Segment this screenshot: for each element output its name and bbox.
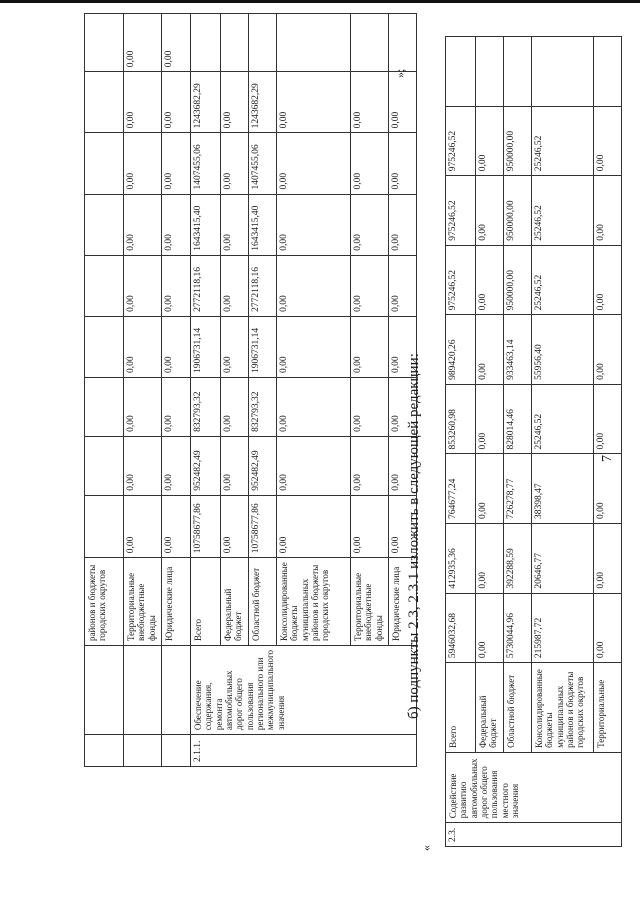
value-cell: 0,00 [594,593,622,663]
table-row [504,37,532,847]
value-cell: 1243682,29 [191,72,221,133]
value-cell: 0,00 [162,495,191,558]
item-number: 2.1.1. [191,735,417,767]
value-cell: 0,00 [162,133,191,194]
value-cell: 0,00 [162,194,191,255]
value-cell: 0,00 [351,436,389,495]
value-cell: 2772118,16 [249,255,277,316]
value-cell: 0,00 [389,377,417,436]
row-label: Всего [191,558,221,646]
value-cell: 950000,00 [504,176,532,246]
value-cell: 25246,52 [532,245,594,315]
value-cell: 0,00 [277,377,351,436]
row-label: Федеральный бюджет [221,558,249,646]
value-cell: 25246,52 [532,176,594,246]
row-label: Областной бюджет [249,558,277,646]
value-cell: 0,00 [351,72,389,133]
value-cell: 828014,46 [504,384,532,454]
row-label: Юридические лица [389,558,417,646]
value-cell: 853260,98 [446,384,476,454]
value-cell: 975246,52 [446,176,476,246]
value-cell: 0,00 [277,194,351,255]
value-cell: 0,00 [594,384,622,454]
value-cell: 989420,26 [446,315,476,385]
row-label: Федеральный бюджет [476,663,504,753]
value-cell: 0,00 [162,436,191,495]
value-cell: 0,00 [221,194,249,255]
value-cell: 0,00 [277,436,351,495]
table-row [476,37,504,847]
value-cell: 0,00 [124,316,162,377]
value-cell: 0,00 [389,316,417,377]
value-cell: 10758677,86 [191,495,221,558]
row-label: Всего [446,663,476,753]
table-row [191,14,221,767]
budget-table-2-3 [445,36,622,847]
value-cell: 0,00 [594,106,622,176]
value-cell: 832793,32 [249,377,277,436]
item-name: Обеспечение содержания, ремонта автомобильных дорог общего пользования регионального или межмуниципального значения [191,646,417,735]
value-cell: 0,00 [476,384,504,454]
value-cell: 726278,77 [504,454,532,524]
row-label: Областной бюджет [504,663,532,753]
row-label: Территориальные внебюджетные фонды [351,558,389,646]
value-cell: 0,00 [476,106,504,176]
table-row [162,14,191,767]
value-cell: 0,00 [389,495,417,558]
value-cell: 0,00 [476,245,504,315]
value-cell: 0,00 [476,176,504,246]
value-cell: 0,00 [162,255,191,316]
cell-empty [85,735,124,767]
opening-quote: « [419,845,433,851]
value-cell: 0,00 [221,436,249,495]
row-label: Консолидированные бюджеты муниципальных районов и бюджеты городских округов [277,558,351,646]
budget-table-2-1-1 [84,13,417,767]
row-label: Юридические лица [162,558,191,646]
value-cell: 1906731,14 [191,316,221,377]
value-cell: 0,00 [277,255,351,316]
value-cell: 0,00 [389,72,417,133]
value-cell: 950000,00 [504,106,532,176]
value-cell: 0,00 [221,316,249,377]
value-cell: 952482,49 [249,436,277,495]
value-cell: 0,00 [389,133,417,194]
value-cell: 764677,24 [446,454,476,524]
value-cell: 0,00 [124,495,162,558]
value-cell: 832793,32 [191,377,221,436]
value-cell: 1906731,14 [249,316,277,377]
value-cell: 0,00 [351,194,389,255]
value-cell: 975246,52 [446,245,476,315]
value-cell: 0,00 [389,255,417,316]
table-row [446,37,476,847]
value-cell: 0,00 [277,133,351,194]
value-cell: 1643415,40 [191,194,221,255]
row-label: Консолидированные бюджеты муниципальных районов и бюджеты городских округов [532,663,594,753]
value-cell: 0,00 [221,495,249,558]
value-cell: 0,00 [124,133,162,194]
item-name: Содействие развитию автомобильных дорог общего пользования местного значения [446,752,622,822]
value-cell: 0,00 [594,524,622,594]
value-cell: 0,00 [124,377,162,436]
value-cell: 55956,40 [532,315,594,385]
value-cell: 0,00 [351,316,389,377]
value-cell: 5730044,96 [504,593,532,663]
value-cell: 0,00 [594,454,622,524]
value-cell: 933463,14 [504,315,532,385]
value-cell: 0,00 [162,72,191,133]
value-cell: 10758677,86 [249,495,277,558]
closing-quote: »; [393,68,407,78]
section-heading: б) подпункты 2.3, 2.3.1 изложить в следующей редакции: [406,353,422,719]
value-cell: 0,00 [351,377,389,436]
value-cell: 0,00 [389,436,417,495]
row-label: районов и бюджеты городских округов [85,558,124,646]
value-cell: 0,00 [124,72,162,133]
value-cell: 0,00 [594,315,622,385]
value-cell: 0,00 [351,495,389,558]
value-cell: 0,00 [476,315,504,385]
value-cell: 1407455,06 [191,133,221,194]
value-cell: 25246,52 [532,106,594,176]
value-cell: 1243682,29 [249,72,277,133]
value-cell: 38398,47 [532,454,594,524]
value-cell: 0,00 [476,593,504,663]
value-cell: 0,00 [124,194,162,255]
value-cell: 0,00 [124,255,162,316]
value-cell: 0,00 [594,245,622,315]
value-cell: 0,00 [221,133,249,194]
value-cell: 1407455,06 [249,133,277,194]
item-number: 2.3. [446,823,622,847]
value-cell: 392288,59 [504,524,532,594]
value-cell: 0,00 [221,377,249,436]
table-row [532,37,594,847]
value-cell: 0,00 [277,316,351,377]
value-cell: 0,00 [476,524,504,594]
value-cell: 0,00 [124,14,162,72]
value-cell: 0,00 [221,72,249,133]
row-label: Территориальные [594,663,622,753]
value-cell: 0,00 [221,255,249,316]
value-cell: 0,00 [124,436,162,495]
value-cell: 25246,52 [532,384,594,454]
value-cell: 975246,52 [446,106,476,176]
row-label: Территориальные внебюджетные фонды [124,558,162,646]
page-number: 7 [600,455,615,462]
cell-empty [85,646,124,735]
value-cell: 0,00 [351,133,389,194]
value-cell: 950000,00 [504,245,532,315]
table-row [85,14,124,767]
value-cell: 0,00 [162,316,191,377]
value-cell: 215987,72 [532,593,594,663]
value-cell: 952482,49 [191,436,221,495]
value-cell: 5946032,68 [446,593,476,663]
value-cell: 0,00 [389,194,417,255]
value-cell: 1643415,40 [249,194,277,255]
value-cell: 20646,77 [532,524,594,594]
value-cell: 2772118,16 [191,255,221,316]
value-cell: 0,00 [476,454,504,524]
value-cell: 0,00 [277,495,351,558]
table-row [594,37,622,847]
value-cell: 412935,36 [446,524,476,594]
value-cell: 0,00 [351,255,389,316]
value-cell: 0,00 [162,377,191,436]
value-cell: 0,00 [162,14,191,72]
table-row [124,14,162,767]
value-cell: 0,00 [594,176,622,246]
value-cell: 0,00 [277,72,351,133]
